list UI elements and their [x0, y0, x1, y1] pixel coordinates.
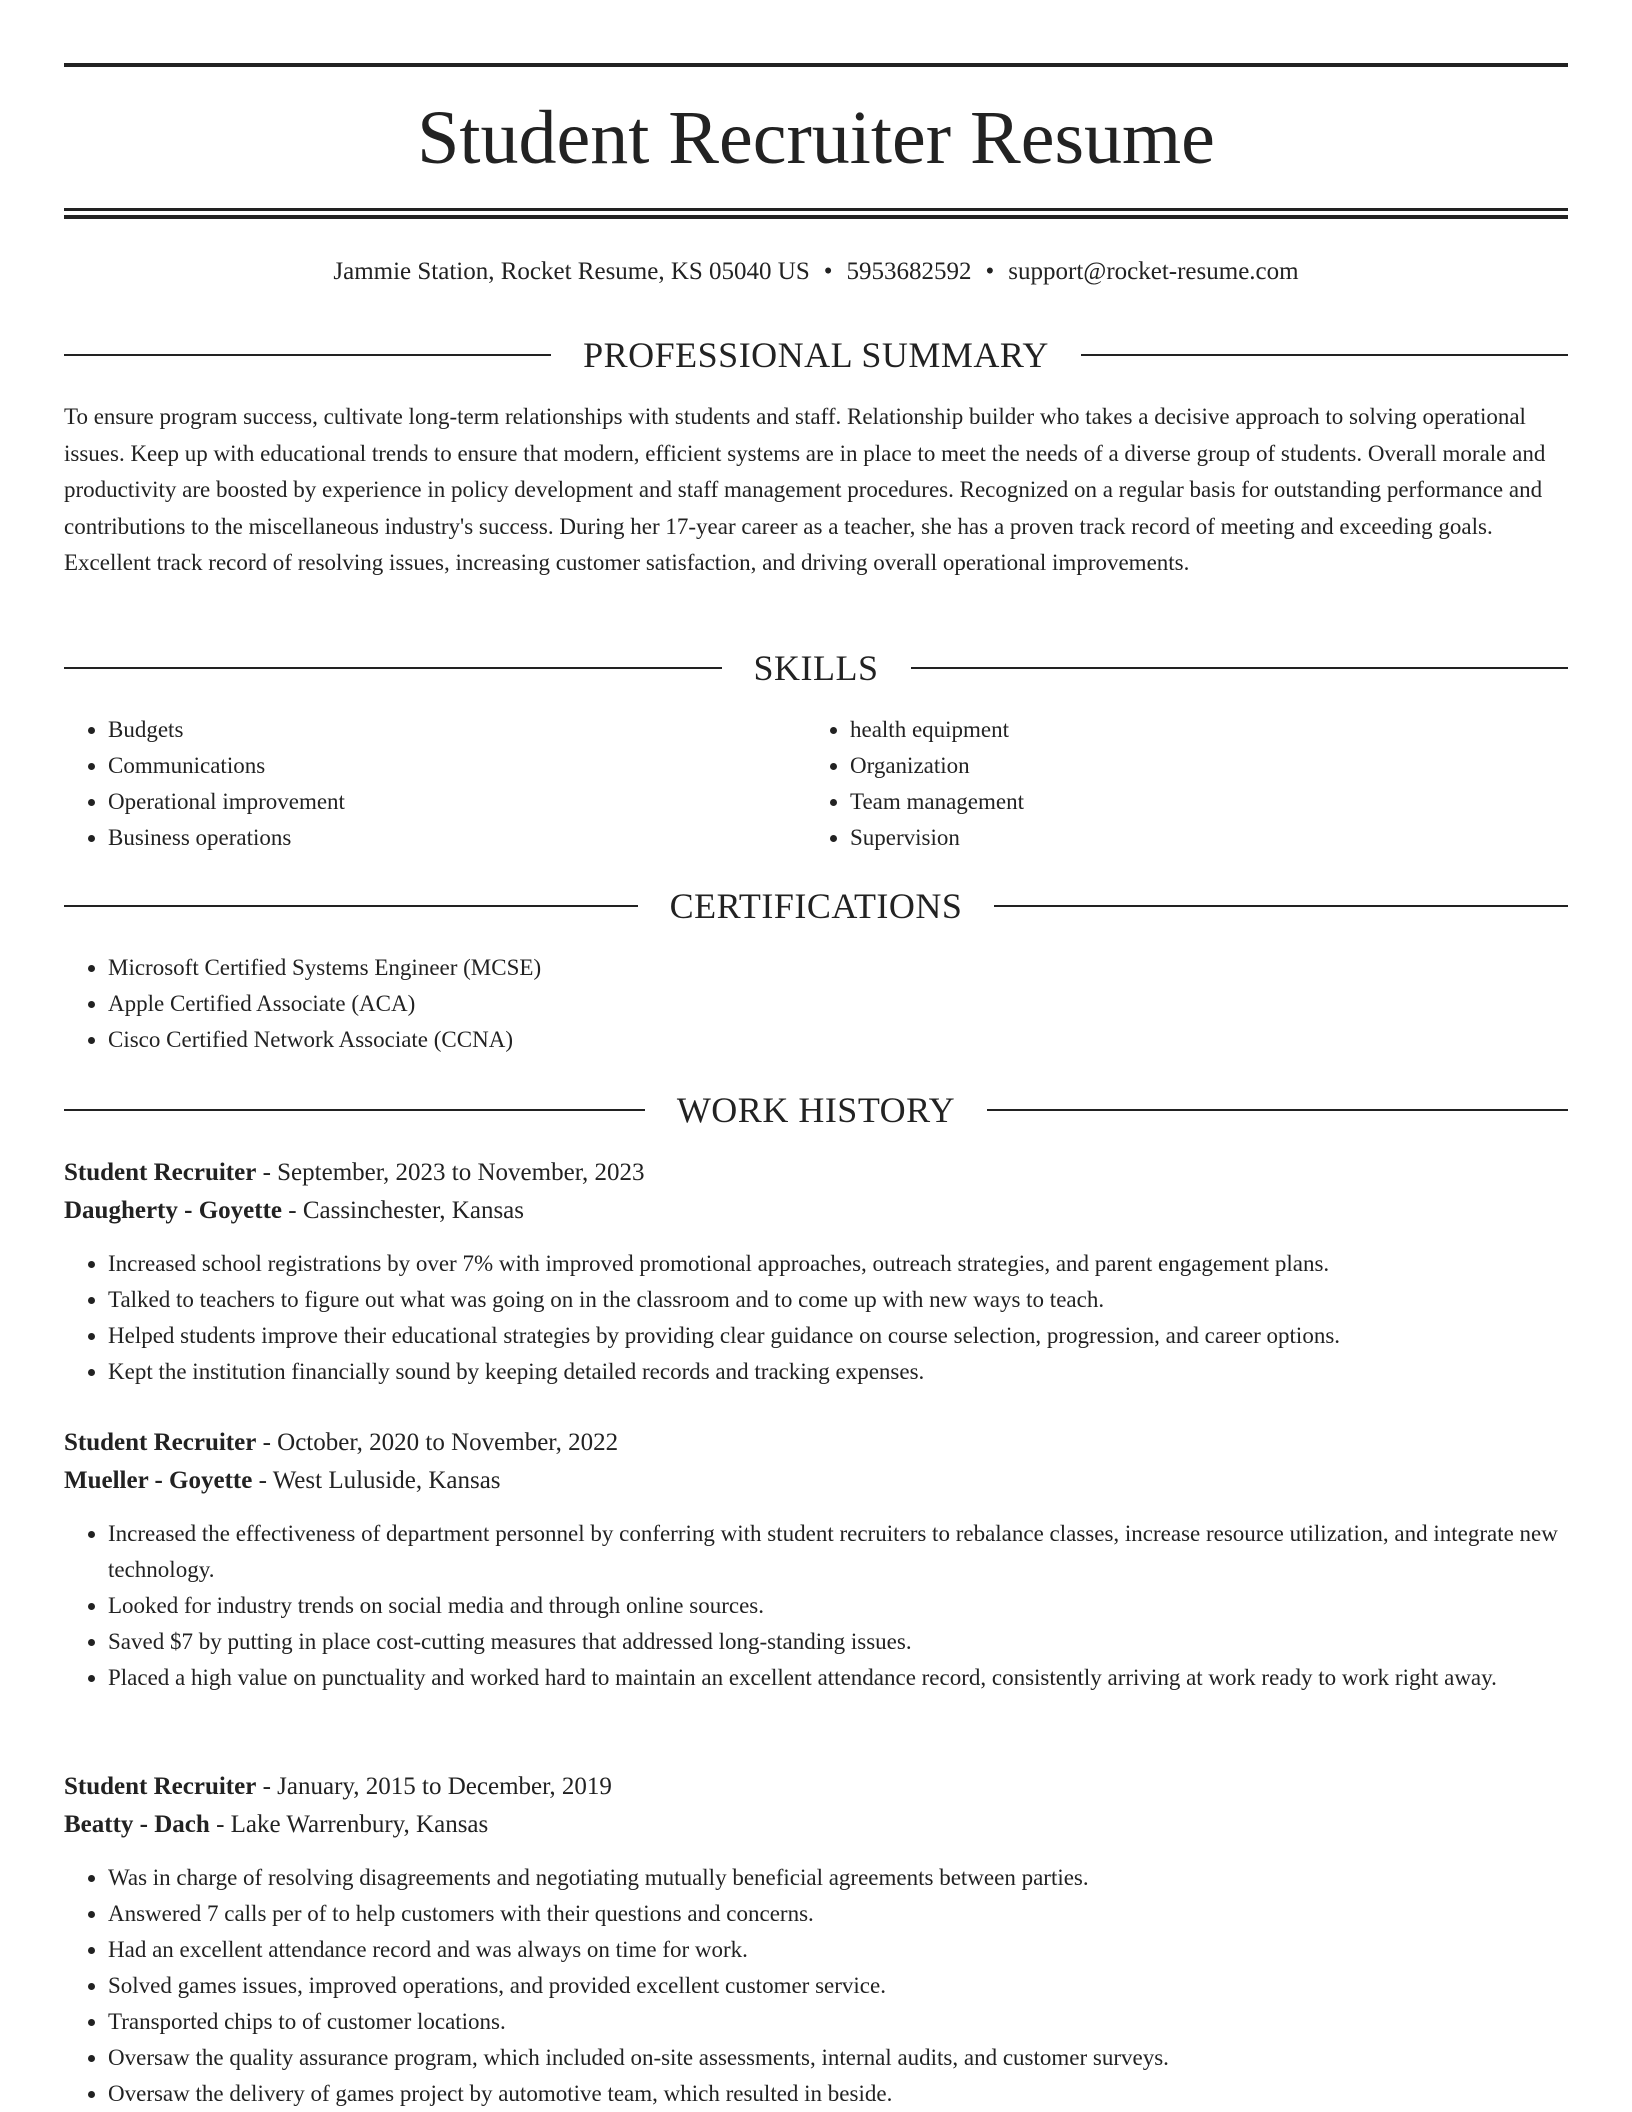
summary-text: To ensure program success, cultivate long-term relationships with students and staff. Relationship builder who takes a decisive approach to solving operational issues. Keep up with educational trends to ensure that modern, efficient systems are in place to meet the needs of a diverse group of students. Overall morale and productivity are boosted by experience in policy development and staff management procedures. Recognized on a regular basis for outstanding performance and contributions to the miscellaneous industry's success. During her 17-year career as a teacher, she has a proven track record of meeting and exceeding goals. Excellent track record of resolving issues, increasing customer satisfaction, and driving overall operational improvements.: [64, 404, 1546, 575]
job-title: Student Recruiter: [64, 1159, 257, 1186]
heading-rule: [1081, 354, 1568, 356]
job-entry: [64, 1424, 1568, 1696]
heading-rule: [64, 1109, 645, 1111]
certification-item: • Apple Certified Associate (ACA): [108, 986, 1568, 1022]
job-bullet: • Was in charge of resolving disagreements and negotiating mutually beneficial agreements between parties.: [108, 1860, 1568, 1896]
job-bullet: • Oversaw the delivery of games project by automotive team, which resulted in beside.: [108, 2076, 1568, 2112]
job-dates: - October, 2020 to November, 2022: [256, 1429, 619, 1456]
skill-item: • health equipment: [850, 712, 1506, 748]
skill-item: • Business operations: [108, 820, 764, 856]
job-bullet: • Had an excellent attendance record and was always on time for work.: [108, 1932, 1568, 1968]
job-location: - Cassinchester, Kansas: [282, 1197, 524, 1224]
skill-item: • Team management: [850, 784, 1506, 820]
contact-separator: •: [823, 258, 833, 285]
contact-line: [64, 254, 1568, 290]
certifications-list: [64, 950, 1568, 1058]
skill-item: • Organization: [850, 748, 1506, 784]
job-bullet: • Talked to teachers to figure out what was going on in the classroom and to come up with new ways to teach.: [108, 1282, 1568, 1318]
job-company: Daugherty - Goyette: [64, 1197, 282, 1224]
job-bullet: • Looked for industry trends on social media and through online sources.: [108, 1588, 1568, 1624]
job-bullet: • Transported chips to of customer locations.: [108, 2004, 1568, 2040]
job-company: Beatty - Dach: [64, 1811, 210, 1838]
skill-item: • Budgets: [108, 712, 764, 748]
job-bullets: [64, 1516, 1568, 1696]
job-bullet: • Kept the institution financially sound by keeping detailed records and tracking expenses.: [108, 1354, 1568, 1390]
job-bullet: • Increased the effectiveness of department personnel by conferring with student recruiters to rebalance classes, increase resource utilization, and integrate new technology.: [108, 1516, 1568, 1588]
top-rule: [64, 63, 1568, 67]
job-bullet: • Answered 7 calls per of to help customers with their questions and concerns.: [108, 1896, 1568, 1932]
job-title: Student Recruiter: [64, 1773, 257, 1800]
section-heading-certifications: [64, 884, 1568, 928]
job-title-line: [64, 1424, 1568, 1462]
heading-rule: [994, 905, 1568, 907]
job-title: Student Recruiter: [64, 1429, 257, 1456]
job-bullet: • Placed a high value on punctuality and worked hard to maintain an excellent attendance record, consistently arriving at work ready to work right away.: [108, 1660, 1568, 1696]
skill-item: • Operational improvement: [108, 784, 764, 820]
job-bullet: • Increased school registrations by over 7% with improved promotional approaches, outreach strategies, and parent engagement plans.: [108, 1246, 1568, 1282]
section-heading-skills: [64, 646, 1568, 690]
section-heading-summary: [64, 333, 1568, 377]
certification-item: • Microsoft Certified Systems Engineer (MCSE): [108, 950, 1568, 986]
job-location: - Lake Warrenbury, Kansas: [209, 1811, 489, 1838]
job-company-line: [64, 1806, 1568, 1844]
certification-item: • Cisco Certified Network Associate (CCNA): [108, 1022, 1568, 1058]
contact-address: Jammie Station, Rocket Resume, KS 05040 US: [333, 258, 810, 285]
job-bullet: • Solved games issues, improved operations, and provided excellent customer service.: [108, 1968, 1568, 2004]
job-entry: [64, 1154, 1568, 1390]
section-heading-work-history: [64, 1088, 1568, 1132]
heading-rule: [911, 667, 1569, 669]
job-bullets: [64, 1246, 1568, 1390]
heading-rule: [64, 354, 551, 356]
job-dates: - September, 2023 to November, 2023: [256, 1159, 645, 1186]
job-bullet: • Oversaw the quality assurance program, which included on-site assessments, internal audits, and customer surveys.: [108, 2040, 1568, 2076]
title-rule-upper: [64, 208, 1568, 211]
skills-column-right: [806, 712, 1506, 856]
section-title: PROFESSIONAL SUMMARY: [583, 335, 1049, 375]
job-entry: [64, 1768, 1568, 2112]
skill-item: • Supervision: [850, 820, 1506, 856]
job-title-line: [64, 1154, 1568, 1192]
contact-email: support@rocket-resume.com: [1008, 258, 1299, 285]
job-title-line: [64, 1768, 1568, 1806]
job-bullet: • Helped students improve their educational strategies by providing clear guidance on course selection, progression, and career options.: [108, 1318, 1568, 1354]
job-company-line: [64, 1462, 1568, 1500]
heading-rule: [987, 1109, 1568, 1111]
section-title: CERTIFICATIONS: [669, 886, 963, 926]
heading-rule: [64, 905, 638, 907]
section-title: WORK HISTORY: [676, 1090, 956, 1130]
job-location: - West Luluside, Kansas: [252, 1467, 501, 1494]
resume-title: Student Recruiter Resume: [417, 96, 1215, 180]
contact-separator: •: [985, 258, 995, 285]
job-company: Mueller - Goyette: [64, 1467, 253, 1494]
skill-item: • Communications: [108, 748, 764, 784]
title-rule-lower: [64, 215, 1568, 219]
contact-phone: 5953682592: [846, 258, 972, 285]
heading-rule: [64, 667, 722, 669]
job-company-line: [64, 1192, 1568, 1230]
skills-column-left: [64, 712, 764, 856]
job-bullets: [64, 1860, 1568, 2112]
job-dates: - January, 2015 to December, 2019: [256, 1773, 612, 1800]
section-title: SKILLS: [753, 648, 879, 688]
job-bullet: • Saved $7 by putting in place cost-cutting measures that addressed long-standing issues.: [108, 1624, 1568, 1660]
